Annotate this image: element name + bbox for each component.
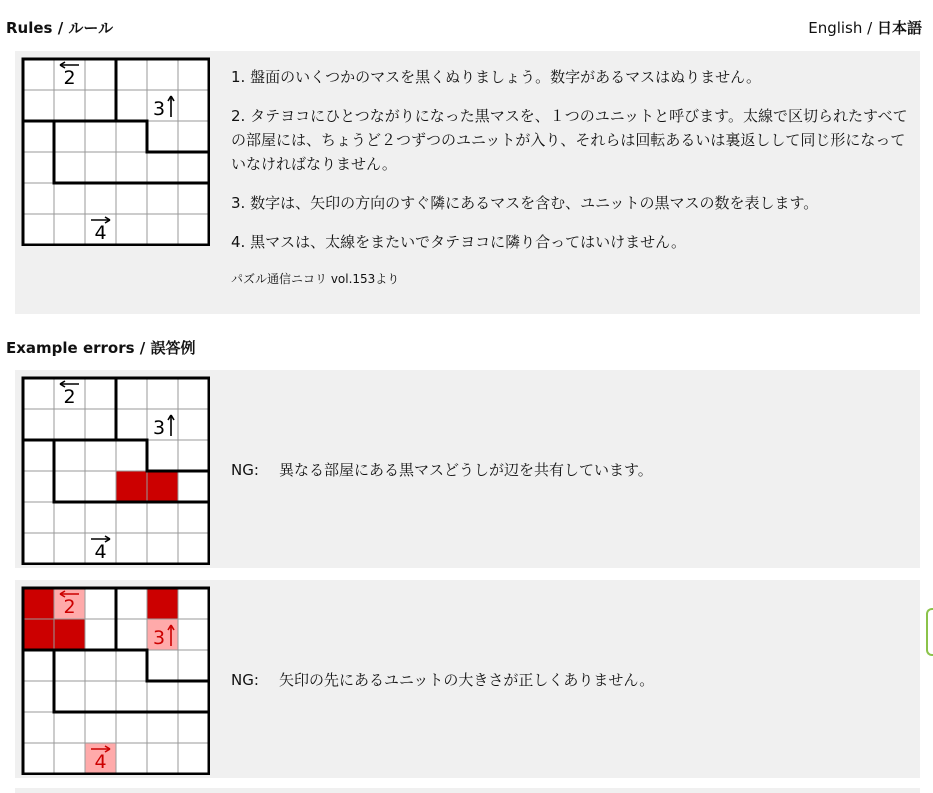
clue-number: 3 [152,627,166,649]
shaded-cell [54,619,85,650]
rules-section-title: Rules / ルール [6,19,114,37]
ng-label: NG: [231,671,259,689]
language-english-link[interactable]: English [808,19,863,37]
ng-label: NG: [231,461,259,479]
language-switcher [808,17,922,38]
clue-number: 3 [152,98,166,120]
language-japanese-current: 日本語 [876,19,922,37]
example-board-2 [20,585,210,775]
scroll-nub[interactable] [926,608,933,656]
example-error-2 [15,580,920,778]
clue-number: 2 [63,67,76,89]
example-error-1 [15,370,920,568]
rules-list [231,65,911,306]
rule-item-2: 2. タテヨコにひとつながりになった黒マスを、１つのユニットと呼びます。太線で区切られたすべての部屋には、ちょうど２つずつのユニットが入り、それらは回転あるいは裏返しして同じ形になっていなければなりません。 [231,107,908,173]
clue-number: 4 [94,541,107,563]
ng-description: 矢印の先にあるユニットの大きさが正しくありません。 [279,671,655,689]
rule-item-1: 1. 盤面のいくつかのマスを黒くぬりましょう。数字があるマスはぬりません。 [231,68,761,86]
clue-number: 3 [152,417,166,439]
rule-item-4: 4. 黒マスは、太線をまたいでタテヨコに隣り合ってはいけません。 [231,233,686,251]
example-1-text [231,459,653,480]
clue-number: 2 [63,596,76,618]
language-separator: / [862,19,877,37]
shaded-cell [147,471,178,502]
clue-number: 4 [94,751,107,773]
clue-number: 4 [94,222,107,244]
rules-panel [15,51,920,314]
shaded-cell [23,619,54,650]
example-2-text [231,669,654,690]
shaded-cell [116,471,147,502]
shaded-cell [147,588,178,619]
example-error-3-partial [15,788,920,793]
rules-source: パズル通信ニコリ vol.153より [231,272,400,286]
clue-number: 2 [63,386,76,408]
ng-description: 異なる部屋にある黒マスどうしが辺を共有しています。 [279,461,653,479]
rule-item-3: 3. 数字は、矢印の方向のすぐ隣にあるマスを含む、ユニットの黒マスの数を表します。 [231,194,819,212]
shaded-cell [23,588,54,619]
example-board-1 [20,375,210,565]
rules-board [20,56,210,246]
examples-section-title: Example errors / 誤答例 [6,339,196,357]
